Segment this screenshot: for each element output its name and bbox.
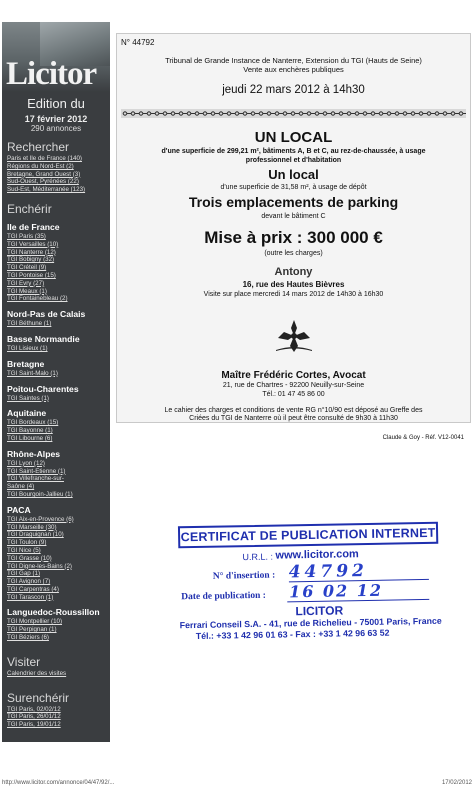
- sidebar-link[interactable]: Paris et Ile de France (140): [7, 155, 82, 162]
- region-links: [2, 370, 110, 379]
- region-heading: Nord-Pas de Calais: [7, 309, 86, 320]
- rechercher-title: Rechercher: [7, 140, 70, 154]
- lot2-description: d'une superficie de 31,58 m², à usage de dépôt: [220, 184, 367, 191]
- sidebar-link[interactable]: TGI Tarascon (1): [7, 593, 54, 601]
- lawyer-phone: Tél.: 01 47 45 86 00: [262, 391, 325, 398]
- conditions-line: Le cahier des charges et conditions de vente RG n°10/90 est déposé au Greffe des: [164, 407, 423, 414]
- sidebar-link[interactable]: TGI Paris, 02/02/12: [7, 705, 61, 713]
- footer-url: http://www.licitor.com/annonce/04/47/92/...: [2, 780, 115, 786]
- region-links: [2, 395, 110, 404]
- stamp-phone: Tél.: +33 1 42 96 01 63 - Fax : +33 1 42 96 63 52: [195, 627, 390, 641]
- logo-text: Licitor: [6, 56, 97, 92]
- lot1-desc-line: d'une superficie de 299,21 m², bâtiments A, B et C, au rez-de-chaussée, à usage: [161, 148, 426, 155]
- sidebar-link[interactable]: TGI Carpentras (4): [7, 585, 59, 593]
- region-links: [2, 320, 110, 329]
- sidebar-link[interactable]: Bretagne, Grand Ouest (3): [7, 170, 81, 178]
- stamp-publication-value: 16 02 12: [288, 580, 384, 602]
- region-links: [2, 618, 110, 642]
- sidebar-link[interactable]: Saône (4): [7, 483, 35, 491]
- sidebar-link[interactable]: TGI Béthune (1): [7, 320, 52, 328]
- stamp-title: CERTIFICAT DE PUBLICATION INTERNET: [178, 522, 438, 549]
- sidebar-link[interactable]: TGI Saint-Malo (1): [7, 369, 58, 377]
- sidebar: [2, 22, 110, 742]
- sidebar-link[interactable]: TGI Libourne (6): [7, 434, 53, 442]
- sidebar-link[interactable]: TGI Digne-les-Bains (2): [7, 562, 72, 570]
- sidebar-link[interactable]: TGI Nice (5): [7, 546, 41, 554]
- region-heading: Bretagne: [7, 358, 45, 369]
- region-links: [2, 460, 110, 500]
- announcement-reference: Claude & Goy - Réf. V12-0041: [382, 435, 464, 441]
- sidebar-link[interactable]: TGI Marseille (30): [7, 523, 57, 531]
- stamp-url: www.licitor.com: [275, 548, 359, 562]
- sidebar-link[interactable]: Sud-Est, Méditerranée (123): [7, 186, 86, 194]
- region-heading: Poitou-Charentes: [7, 383, 79, 394]
- region-links: [2, 345, 110, 354]
- sidebar-link[interactable]: TGI Bordeaux (15): [7, 419, 59, 427]
- sidebar-link[interactable]: TGI Perpignan (1): [7, 626, 57, 634]
- tribunal-line: Tribunal de Grande Instance de Nanterre, Extension du TGI (Hauts de Seine): [165, 56, 422, 65]
- price-note: (outre les charges): [264, 250, 323, 257]
- sidebar-link[interactable]: TGI Gap (1): [7, 570, 41, 578]
- lot2-title: Un local: [268, 167, 319, 182]
- publication-stamp: [178, 522, 442, 651]
- lot1-desc-line: professionnel et d'habitation: [245, 156, 342, 164]
- lot1-title: UN LOCAL: [254, 129, 333, 146]
- sidebar-link[interactable]: TGI Avignon (7): [7, 578, 51, 586]
- conditions-line: Criées du TGI de Nanterre où il peut être consulté de 9h30 à 11h30: [189, 415, 398, 423]
- sidebar-link[interactable]: TGI Pontoise (15): [7, 271, 56, 279]
- edition-block: [2, 92, 110, 133]
- stamp-insertion-label: N° d'insertion :: [212, 570, 276, 582]
- stamp-publication-label: Date de publication :: [181, 590, 266, 603]
- footer-date: 17/02/2012: [441, 780, 472, 786]
- stamp-brand: LICITOR: [295, 603, 344, 619]
- sidebar-link[interactable]: TGI Versailles (10): [7, 240, 59, 248]
- stamp-address: Ferrari Conseil S.A. - 41, rue de Richelieu - 75001 Paris, France: [179, 615, 442, 631]
- sidebar-link[interactable]: TGI Saintes (1): [7, 394, 49, 402]
- lot3-description: devant le bâtiment C: [261, 213, 326, 220]
- licitor-logo[interactable]: [2, 22, 110, 92]
- sidebar-link[interactable]: TGI Montpellier (10): [7, 618, 63, 626]
- stamp-url-label: U.R.L. :: [242, 551, 274, 563]
- sidebar-link[interactable]: TGI Nanterre (12): [7, 248, 56, 256]
- sidebar-link[interactable]: TGI Bayonne (1): [7, 427, 53, 435]
- stamp-insertion-value: 44792: [288, 560, 369, 583]
- sidebar-link[interactable]: TGI Paris, 19/01/12: [7, 721, 61, 729]
- edition-count: 290 annonces: [30, 124, 82, 133]
- sidebar-link[interactable]: TGI Paris, 26/01/12: [7, 713, 61, 721]
- sidebar-link[interactable]: TGI Evry (27): [7, 279, 45, 287]
- region-links: [2, 419, 110, 443]
- sidebar-link[interactable]: TGI Saint-Etienne (1): [7, 467, 66, 475]
- encherir-title: Enchérir: [7, 201, 52, 216]
- region-links: [2, 233, 110, 304]
- lawyer-address: 21, rue de Chartres - 92200 Neuilly-sur-Seine: [222, 382, 365, 389]
- sidebar-link[interactable]: TGI Bourgoin-Jallieu (1): [7, 490, 73, 498]
- sidebar-link[interactable]: TGI Lisieux (1): [7, 344, 48, 352]
- region-links: [2, 516, 110, 603]
- sidebar-link[interactable]: TGI Meaux (1): [7, 287, 47, 295]
- region-heading: Languedoc-Roussillon: [7, 607, 100, 618]
- surencherir-title: Surenchérir: [7, 690, 70, 705]
- edition-date: 17 février 2012: [24, 114, 88, 124]
- announcement-box: [116, 33, 471, 441]
- sidebar-link[interactable]: TGI Draguignan (10): [7, 531, 64, 539]
- sidebar-link[interactable]: TGI Lyon (12): [7, 459, 45, 467]
- sidebar-link[interactable]: Calendrier des visites: [7, 669, 67, 677]
- region-heading: Aquitaine: [7, 408, 47, 419]
- sidebar-link[interactable]: TGI Béziers (6): [7, 634, 49, 642]
- conditions-note: [117, 407, 470, 424]
- sidebar-link[interactable]: TGI Aix-en-Provence (6): [7, 515, 74, 523]
- property-address: 16, rue des Hautes Bièvres: [242, 280, 345, 289]
- ornament-icon: [274, 316, 314, 356]
- sidebar-link[interactable]: TGI Fontainebleau (2): [7, 295, 68, 303]
- encherir-regions: [2, 217, 110, 643]
- sidebar-link[interactable]: TGI Paris (35): [7, 232, 46, 240]
- rechercher-links: [2, 155, 110, 195]
- ornamental-border: [121, 109, 466, 118]
- tribunal-block: [117, 56, 470, 74]
- sale-type: Vente aux enchères publiques: [243, 65, 344, 74]
- region-heading: Basse Normandie: [7, 333, 80, 344]
- property-city: Antony: [274, 266, 313, 278]
- starting-price: Mise à prix : 300 000 €: [204, 228, 383, 247]
- sale-date: jeudi 22 mars 2012 à 14h30: [222, 84, 365, 96]
- visiter-title: Visiter: [7, 654, 41, 669]
- lot1-description: [117, 148, 470, 165]
- sidebar-link[interactable]: TGI Bobigny (32): [7, 256, 55, 264]
- sidebar-link[interactable]: TGI Créteil (9): [7, 264, 47, 272]
- lawyer-name: Maître Frédéric Cortes, Avocat: [221, 370, 366, 381]
- lot3-title: Trois emplacements de parking: [188, 194, 399, 210]
- sidebar-link[interactable]: Sud-Ouest, Pyrénées (22): [7, 178, 79, 186]
- sidebar-link[interactable]: TGI Grasse (10): [7, 554, 52, 562]
- surencherir-links: [2, 706, 110, 730]
- region-heading: PACA: [7, 504, 31, 515]
- sidebar-link[interactable]: Régions du Nord-Est (2): [7, 162, 74, 170]
- sidebar-link[interactable]: TGI Villefranche-sur-: [7, 475, 64, 483]
- announcement-number: N° 44792: [121, 38, 155, 47]
- region-heading: Ile de France: [7, 221, 60, 232]
- visit-info: Visite sur place mercredi 14 mars 2012 de 14h30 à 16h30: [203, 291, 384, 298]
- edition-title: Edition du: [27, 96, 85, 111]
- visiter-links: [2, 670, 110, 679]
- region-heading: Rhône-Alpes: [7, 448, 60, 459]
- sidebar-link[interactable]: TGI Toulon (9): [7, 539, 47, 547]
